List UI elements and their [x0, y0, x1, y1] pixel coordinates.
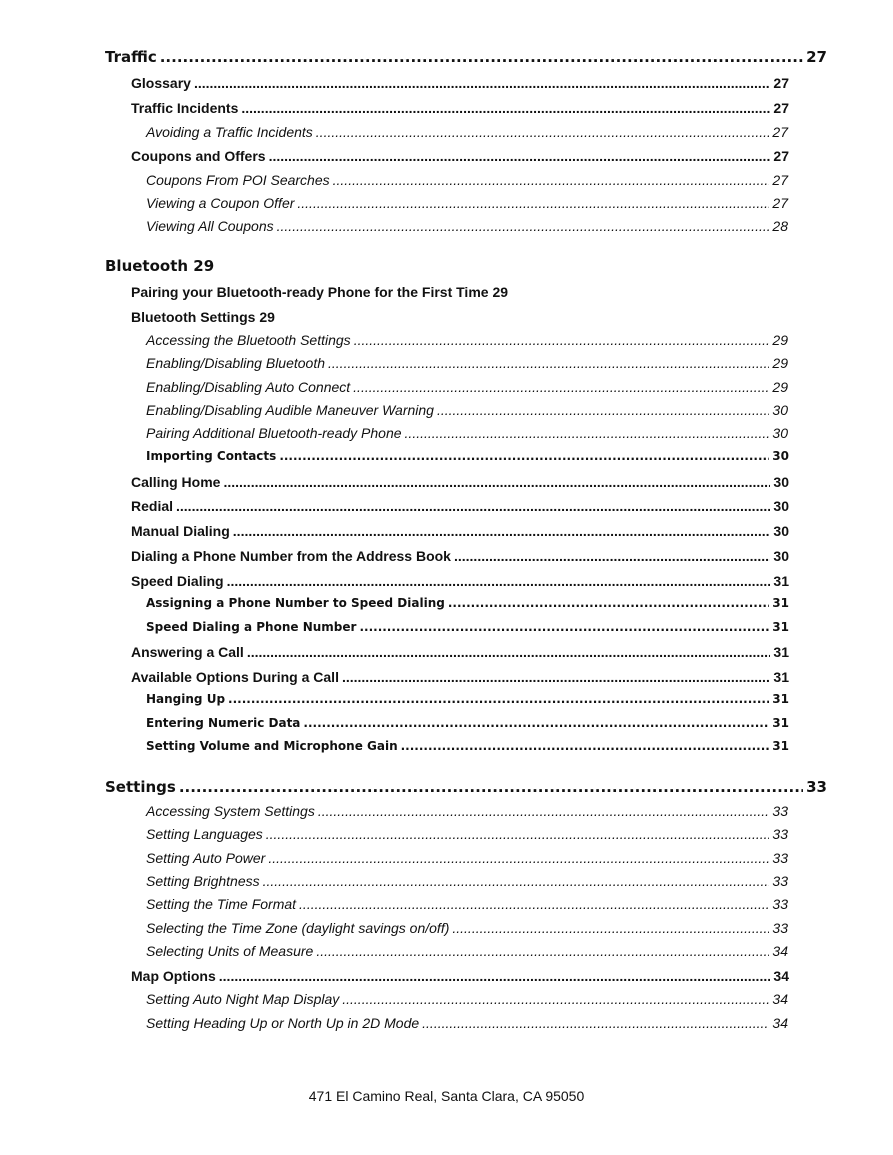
toc-entry: [131, 498, 789, 514]
toc-entry: [146, 620, 789, 634]
toc-entry-title: Accessing System Settings: [146, 803, 315, 819]
toc-entry: [146, 692, 789, 706]
toc-entry-title: Accessing the Bluetooth Settings: [146, 332, 351, 348]
dot-leader: [219, 968, 771, 984]
toc-entry-page: 34: [772, 1015, 788, 1031]
toc-entry: [146, 873, 788, 889]
dot-leader: [297, 195, 769, 211]
dot-leader: [268, 850, 769, 866]
toc-entry: [146, 716, 789, 730]
toc-entry-page: 27: [773, 148, 789, 164]
toc-entry-title: Setting Heading Up or North Up in 2D Mode: [146, 1015, 420, 1031]
toc-entry-title: Entering Numeric Data: [146, 716, 301, 730]
toc-entry-page: 30: [772, 449, 789, 463]
toc-entry-title: Setting Brightness: [146, 873, 260, 889]
toc-entry-title: Speed Dialing a Phone Number: [146, 620, 357, 634]
toc-entry-page: 31: [772, 716, 789, 730]
toc-entry: [131, 148, 789, 164]
dot-leader: [328, 355, 769, 371]
dot-leader: [342, 991, 769, 1007]
toc-entry: [146, 172, 788, 188]
toc-entry-page: 31: [773, 573, 789, 589]
toc-entry: [146, 826, 788, 842]
toc-entry: [105, 778, 827, 796]
toc-entry: [146, 425, 788, 441]
dot-leader: [247, 644, 771, 660]
toc-entry: [131, 75, 789, 91]
toc-entry-title: Traffic: [105, 48, 157, 66]
toc-entry: [146, 850, 788, 866]
page-footer-address: 471 El Camino Real, Santa Clara, CA 95050: [308, 1088, 585, 1104]
toc-entry-title: Map Options: [131, 968, 216, 984]
toc-entry-page: 29: [772, 332, 788, 348]
dot-leader: [160, 48, 803, 66]
dot-leader: [422, 1015, 769, 1031]
toc-entry-page: 34: [772, 943, 788, 959]
toc-entry-page: 30: [773, 548, 789, 564]
toc-entry: [105, 48, 827, 66]
toc-entry-title: Coupons From POI Searches: [146, 172, 330, 188]
dot-leader: [353, 379, 769, 395]
dot-leader: [354, 332, 770, 348]
toc-entry-title: Manual Dialing: [131, 523, 230, 539]
toc-entry: [146, 332, 788, 348]
toc-entry-page: 27: [772, 124, 788, 140]
dot-leader: [176, 498, 770, 514]
dot-leader: [448, 596, 769, 610]
toc-entry-title: Hanging Up: [146, 692, 226, 706]
dot-leader: [452, 920, 769, 936]
toc-entry: [146, 195, 788, 211]
toc-entry-page: 27: [772, 195, 788, 211]
toc-entry: [146, 402, 788, 418]
toc-entry-page: 33: [772, 826, 788, 842]
toc-entry: [131, 573, 789, 589]
toc-entry-page: 31: [773, 644, 789, 660]
toc-entry: [131, 968, 789, 984]
toc-entry-page: 33: [772, 920, 788, 936]
dot-leader: [241, 100, 770, 116]
toc-entry-title: Enabling/Disabling Auto Connect: [146, 379, 351, 395]
dot-leader: [316, 943, 769, 959]
toc-entry-title: Viewing All Coupons: [146, 218, 274, 234]
dot-leader: [318, 803, 770, 819]
toc-entry-page: 30: [772, 402, 788, 418]
dot-leader: [277, 218, 770, 234]
toc-entry-page: 30: [773, 474, 789, 490]
toc-entry-page: 27: [773, 100, 789, 116]
toc-entry-title: Answering a Call: [131, 644, 244, 660]
toc-entry: [146, 218, 788, 234]
dot-leader: [303, 716, 769, 730]
toc-entry-page: 30: [773, 523, 789, 539]
toc-entry-title: Setting Languages: [146, 826, 263, 842]
toc-entry: [146, 355, 788, 371]
dot-leader: [342, 669, 770, 685]
toc-entry: [131, 669, 789, 685]
toc-entry-page: 33: [806, 778, 827, 796]
toc-heading: Bluetooth 29: [105, 257, 215, 275]
toc-entry-page: 29: [772, 379, 788, 395]
toc-entry-title: Pairing Additional Bluetooth-ready Phone: [146, 425, 402, 441]
toc-entry-title: Glossary: [131, 75, 191, 91]
toc-entry-title: Setting the Time Format: [146, 896, 297, 912]
toc-entry-title: Speed Dialing: [131, 573, 224, 589]
toc-entry-title: Assigning a Phone Number to Speed Dialing: [146, 596, 445, 610]
toc-entry-title: Viewing a Coupon Offer: [146, 195, 295, 211]
dot-leader: [359, 620, 769, 634]
toc-entry-page: 33: [772, 850, 788, 866]
dot-leader: [194, 75, 770, 91]
toc-entry: [146, 943, 788, 959]
toc-section: Bluetooth Settings 29: [131, 309, 275, 325]
toc-entry-page: 33: [772, 896, 788, 912]
dot-leader: [405, 425, 770, 441]
toc-entry: [146, 596, 789, 610]
toc-entry-title: Selecting the Time Zone (daylight savings on/off): [146, 920, 450, 936]
toc-entry-page: 33: [772, 803, 788, 819]
dot-leader: [227, 573, 771, 589]
dot-leader: [223, 474, 770, 490]
toc-entry-title: Calling Home: [131, 474, 221, 490]
toc-entry-page: 34: [772, 991, 788, 1007]
toc-entry-page: 31: [772, 739, 789, 753]
toc-entry: [131, 644, 789, 660]
toc-entry-page: 34: [773, 968, 789, 984]
toc-entry-title: Importing Contacts: [146, 449, 277, 463]
toc-entry: [146, 739, 789, 753]
toc-entry-page: 28: [772, 218, 788, 234]
toc-entry-title: Redial: [131, 498, 174, 514]
toc-entry-page: 29: [772, 355, 788, 371]
toc-entry: [146, 124, 788, 140]
toc-entry-page: 27: [773, 75, 789, 91]
toc-entry: [131, 474, 789, 490]
toc-entry-page: 30: [772, 425, 788, 441]
toc-entry: [131, 100, 789, 116]
toc-entry-page: 31: [772, 596, 789, 610]
toc-entry-page: 33: [772, 873, 788, 889]
toc-entry: [131, 548, 789, 564]
toc-entry-page: 27: [806, 48, 827, 66]
toc-entry-title: Setting Volume and Microphone Gain: [146, 739, 398, 753]
dot-leader: [437, 402, 769, 418]
dot-leader: [299, 896, 769, 912]
toc-entry: [146, 803, 788, 819]
dot-leader: [401, 739, 770, 753]
toc-entry-page: 31: [772, 620, 789, 634]
toc-entry-title: Settings: [105, 778, 176, 796]
toc-entry: [146, 379, 788, 395]
toc-entry: [146, 1015, 788, 1031]
toc-entry: [146, 991, 788, 1007]
dot-leader: [454, 548, 770, 564]
dot-leader: [279, 449, 769, 463]
toc-entry-page: 27: [772, 172, 788, 188]
dot-leader: [269, 148, 771, 164]
toc-entry: [146, 920, 788, 936]
toc-entry: [146, 449, 789, 463]
dot-leader: [179, 778, 803, 796]
toc-entry-title: Enabling/Disabling Bluetooth: [146, 355, 326, 371]
toc-entry-title: Selecting Units of Measure: [146, 943, 314, 959]
dot-leader: [316, 124, 770, 140]
toc-entry-title: Setting Auto Night Map Display: [146, 991, 340, 1007]
toc-entry-title: Coupons and Offers: [131, 148, 266, 164]
toc-entry-title: Available Options During a Call: [131, 669, 339, 685]
toc-entry-title: Avoiding a Traffic Incidents: [146, 124, 313, 140]
toc-section: Pairing your Bluetooth-ready Phone for the First Time 29: [131, 284, 509, 300]
toc-entry-title: Traffic Incidents: [131, 100, 239, 116]
dot-leader: [233, 523, 771, 539]
toc-entry-page: 30: [773, 498, 789, 514]
toc-entry-title: Dialing a Phone Number from the Address Book: [131, 548, 451, 564]
dot-leader: [263, 873, 770, 889]
dot-leader: [333, 172, 770, 188]
toc-entry-title: Setting Auto Power: [146, 850, 266, 866]
toc-entry: [146, 896, 788, 912]
toc-entry-title: Enabling/Disabling Audible Maneuver Warning: [146, 402, 434, 418]
dot-leader: [228, 692, 769, 706]
toc-entry-page: 31: [773, 669, 789, 685]
toc-entry-page: 31: [772, 692, 789, 706]
toc-entry: [131, 523, 789, 539]
dot-leader: [266, 826, 770, 842]
